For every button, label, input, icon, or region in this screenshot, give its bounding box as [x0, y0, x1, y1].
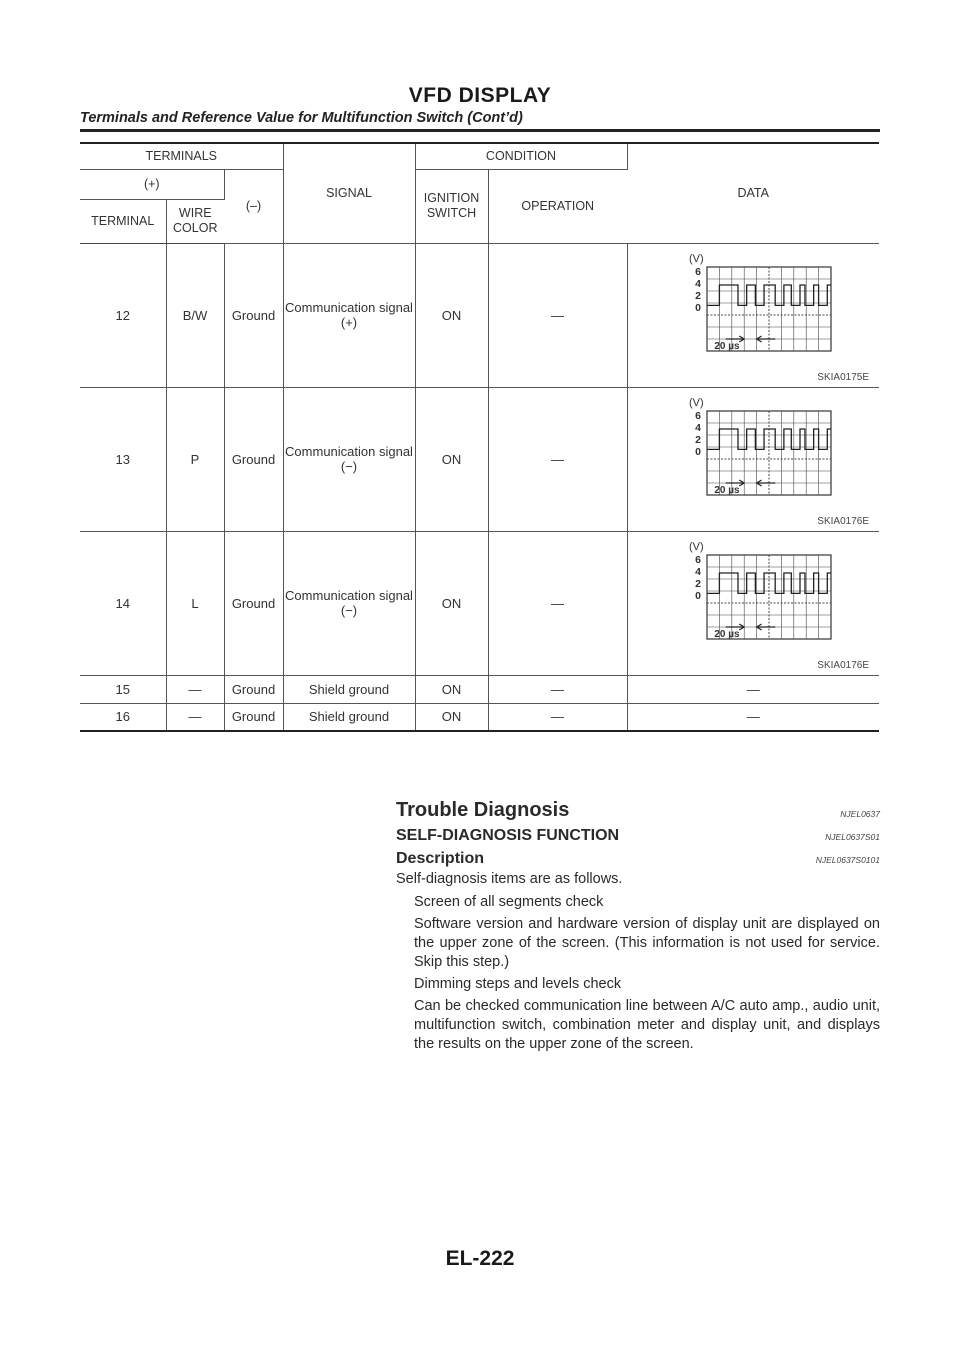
list-item: Can be checked communication line between A/C auto amp., audio unit, multifunction switch, combination meter and display unit, and displays the results on the upper zone of the screen.	[414, 998, 880, 1052]
unit-label: (V)	[688, 252, 704, 265]
col-ignition-switch: IGNITION SWITCH	[415, 169, 488, 243]
y-tick-6: 6	[694, 409, 701, 422]
figure-code: SKIA0176E	[817, 515, 869, 527]
reference-code: NJEL0637S01	[825, 832, 880, 842]
col-terminals: TERMINALS	[80, 143, 283, 169]
subsection-heading	[396, 823, 880, 845]
y-tick-0: 0	[694, 301, 701, 314]
heading-text: Trouble Diagnosis	[396, 799, 570, 821]
scope-grid	[707, 411, 831, 495]
col-plus: (+)	[80, 169, 224, 199]
col-condition: CONDITION	[415, 143, 627, 169]
operation-cell: —	[488, 531, 627, 675]
signal-cell: Shield ground	[283, 675, 415, 703]
list-item: Dimming steps and levels check	[414, 976, 622, 992]
signal-cell: Communication signal (−)	[283, 531, 415, 675]
minus-cell: Ground	[224, 703, 283, 731]
y-tick-2: 2	[694, 433, 701, 446]
unit-label: (V)	[688, 540, 704, 553]
wire-color-cell: B/W	[166, 243, 224, 387]
heading-text: Description	[396, 850, 485, 867]
waveform-cell	[627, 387, 879, 531]
section-heading	[396, 796, 880, 822]
header-rule	[80, 129, 880, 132]
ignition-cell: ON	[415, 703, 488, 731]
terminal-cell: 15	[80, 675, 166, 703]
terminal-cell: 12	[80, 243, 166, 387]
minus-cell: Ground	[224, 387, 283, 531]
col-data: DATA	[627, 143, 879, 243]
minus-cell: Ground	[224, 531, 283, 675]
unit-label: (V)	[688, 396, 704, 409]
reference-code: NJEL0637S0101	[815, 855, 880, 865]
page-header	[80, 84, 880, 132]
timebase-arrow-left	[756, 624, 775, 630]
col-signal: SIGNAL	[283, 143, 415, 243]
figure-code: SKIA0175E	[817, 371, 869, 383]
col-minus: (–)	[224, 169, 283, 243]
list-item: Software version and hardware version of display unit are displayed on the upper zone of the screen. (This information is not used for service. Skip this step.)	[414, 916, 880, 970]
timebase-arrow-left	[756, 336, 775, 342]
operation-cell: —	[488, 675, 627, 703]
page-number: EL-222	[445, 1247, 515, 1270]
intro-text: Self-diagnosis items are as follows.	[396, 871, 623, 887]
operation-cell: —	[488, 703, 627, 731]
oscilloscope-waveform	[677, 540, 837, 650]
ignition-cell: ON	[415, 243, 488, 387]
table-row	[80, 243, 879, 387]
signal-cell: Shield ground	[283, 703, 415, 731]
list-item: Screen of all segments check	[414, 894, 604, 910]
timebase-label: 20 µs	[713, 628, 740, 640]
trouble-diagnosis-section	[396, 796, 880, 1057]
y-tick-6: 6	[694, 265, 701, 278]
timebase-arrow-left	[756, 480, 775, 486]
ignition-cell: ON	[415, 387, 488, 531]
ignition-cell: ON	[415, 675, 488, 703]
minus-cell: Ground	[224, 675, 283, 703]
timebase-label: 20 µs	[713, 484, 740, 496]
signal-cell: Communication signal (−)	[283, 387, 415, 531]
col-wire-color: WIRE COLOR	[166, 199, 224, 243]
y-tick-2: 2	[694, 577, 701, 590]
heading-text: SELF-DIAGNOSIS FUNCTION	[396, 827, 620, 844]
operation-cell: —	[488, 243, 627, 387]
oscilloscope-waveform	[677, 252, 837, 362]
table-row	[80, 675, 879, 703]
wire-color-cell: —	[166, 675, 224, 703]
wire-color-cell: L	[166, 531, 224, 675]
scope-grid	[707, 267, 831, 351]
data-cell: —	[627, 675, 879, 703]
wire-color-cell: P	[166, 387, 224, 531]
page-subtitle: Terminals and Reference Value for Multifunction Switch (Cont’d)	[80, 110, 523, 126]
waveform-cell	[627, 243, 879, 387]
y-tick-4: 4	[694, 565, 701, 578]
col-terminal: TERMINAL	[80, 199, 166, 243]
table-row	[80, 387, 879, 531]
y-tick-2: 2	[694, 289, 701, 302]
col-operation: OPERATION	[488, 169, 627, 243]
operation-cell: —	[488, 387, 627, 531]
y-tick-0: 0	[694, 589, 701, 602]
diagnosis-items-list	[414, 893, 880, 1054]
table-row	[80, 703, 879, 731]
table-row	[80, 531, 879, 675]
reference-code: NJEL0637	[840, 809, 880, 819]
minus-cell: Ground	[224, 243, 283, 387]
timebase-label: 20 µs	[713, 340, 740, 352]
signal-cell: Communication signal (+)	[283, 243, 415, 387]
y-tick-4: 4	[694, 421, 701, 434]
y-tick-4: 4	[694, 277, 701, 290]
figure-code: SKIA0176E	[817, 659, 869, 671]
sub-subsection-heading	[396, 846, 880, 868]
terminals-table	[80, 142, 879, 732]
oscilloscope-waveform	[677, 396, 837, 506]
ignition-cell: ON	[415, 531, 488, 675]
terminal-cell: 16	[80, 703, 166, 731]
page-title: VFD DISPLAY	[408, 84, 552, 107]
data-cell: —	[627, 703, 879, 731]
y-tick-6: 6	[694, 553, 701, 566]
wire-color-cell: —	[166, 703, 224, 731]
terminal-cell: 13	[80, 387, 166, 531]
terminal-cell: 14	[80, 531, 166, 675]
waveform-cell	[627, 531, 879, 675]
y-tick-0: 0	[694, 445, 701, 458]
